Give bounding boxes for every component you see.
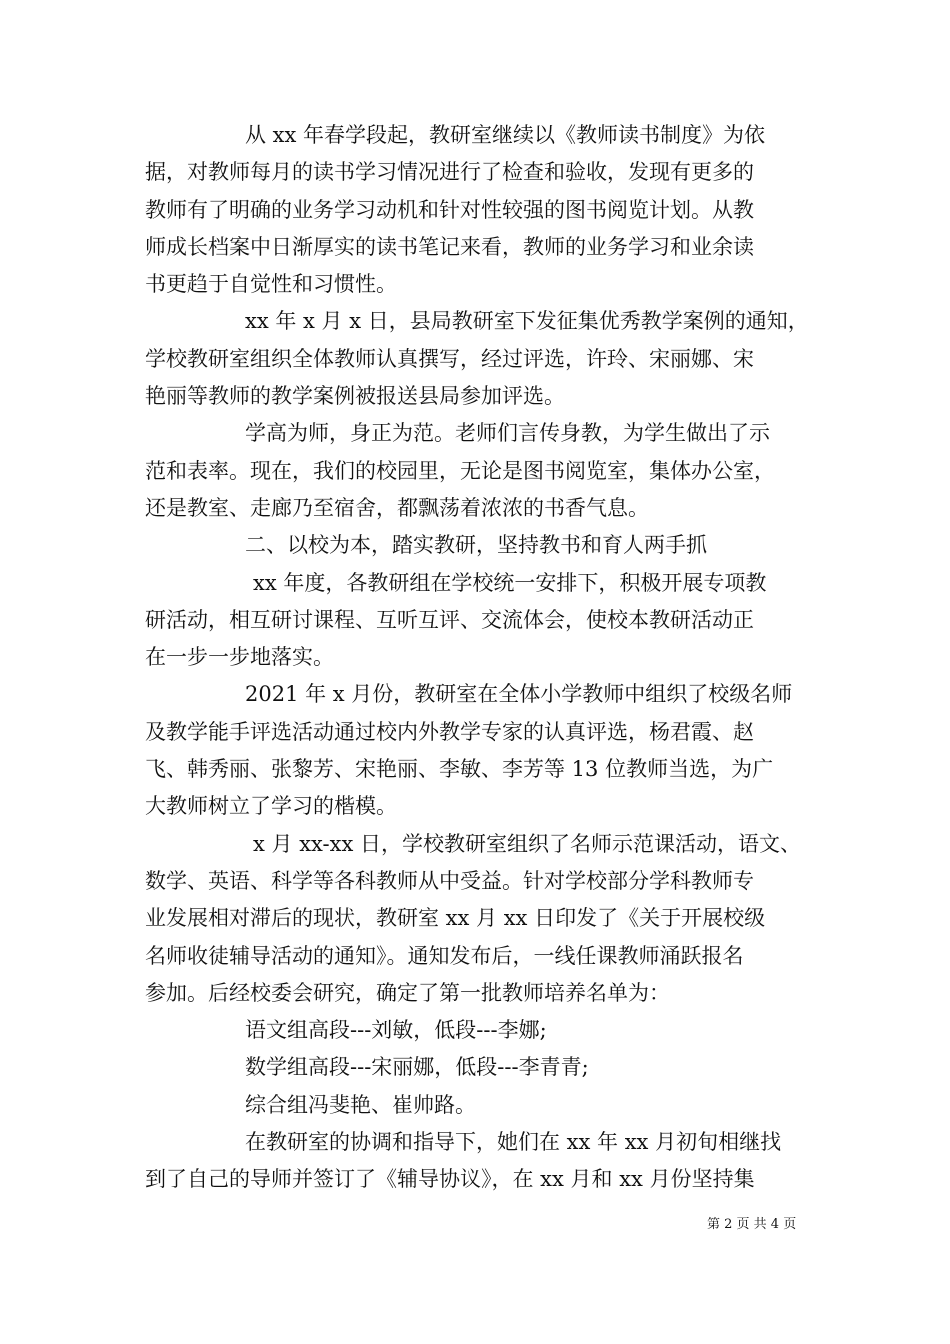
paragraph-line: 艳丽等教师的教学案例被报送县局参加评选。: [145, 384, 565, 409]
paragraph-line: 到了自己的导师并签订了《辅导协议》，在 xx 月和 xx 月份坚持集: [145, 1167, 755, 1192]
paragraph-line: 名师收徒辅导活动的通知》。通知发布后，一线任课教师涌跃报名: [145, 943, 744, 968]
page-number-footer: 第 2 页 共 4 页: [707, 1217, 797, 1232]
paragraph-line: 还是教室、走廊乃至宿舍，都飘荡着浓浓的书香气息。: [145, 495, 649, 520]
paragraph-line: 学校教研室组织全体教师认真撰写，经过评选，许玲、宋丽娜、宋: [145, 346, 754, 371]
list-item: 综合组冯斐艳、崔帅路。: [245, 1092, 476, 1117]
paragraph-line: 师成长档案中日渐厚实的读书笔记来看，教师的业务学习和业余读: [145, 234, 754, 259]
paragraph-line: 研活动，相互研讨课程、互听互评、交流体会，使校本教研活动正: [145, 607, 754, 632]
document-body: [145, 117, 810, 1199]
paragraph-line: 大教师树立了学习的楷模。: [145, 794, 397, 819]
paragraph-line: 书更趋于自觉性和习惯性。: [145, 272, 397, 297]
paragraph-line: 学高为师，身正为范。老师们言传身教，为学生做出了示: [245, 421, 770, 446]
paragraph-line: xx 年度，各教研组在学校统一安排下，积极开展专项教: [253, 570, 767, 595]
paragraph-line: 参加。后经校委会研究，确定了第一批教师培养名单为：: [145, 980, 670, 1005]
paragraph-line: 在一步一步地落实。: [145, 645, 334, 670]
paragraph-line: x 月 xx-xx 日，学校教研室组织了名师示范课活动，语文、: [253, 831, 801, 856]
list-item: 语文组高段---刘敏，低段---李娜;: [245, 1018, 547, 1043]
paragraph-line: 在教研室的协调和指导下，她们在 xx 年 xx 月初旬相继找: [245, 1130, 782, 1155]
list-item: 数学组高段---宋丽娜，低段---李青青;: [245, 1055, 589, 1080]
paragraph-line: 教师有了明确的业务学习动机和针对性较强的图书阅览计划。从教: [145, 197, 754, 222]
section-heading: 二、以校为本，踏实教研，坚持教书和育人两手抓: [245, 533, 707, 558]
paragraph-line: 范和表率。现在，我们的校园里，无论是图书阅览室，集体办公室，: [145, 458, 775, 483]
paragraph-line: 据，对教师每月的读书学习情况进行了检查和验收，发现有更多的: [145, 160, 754, 185]
paragraph-line: 及教学能手评选活动通过校内外教学专家的认真评选，杨君霞、赵: [145, 719, 754, 744]
paragraph-line: xx 年 x 月 x 日，县局教研室下发征集优秀教学案例的通知，: [245, 309, 809, 334]
paragraph-line: 飞、韩秀丽、张黎芳、宋艳丽、李敏、李芳等 13 位教师当选，为广: [145, 757, 774, 782]
paragraph-line: 2021 年 x 月份，教研室在全体小学教师中组织了校级名师: [245, 682, 793, 707]
paragraph-line: 业发展相对滞后的现状，教研室 xx 月 xx 日印发了《关于开展校级: [145, 906, 766, 931]
paragraph-line: 数学、英语、科学等各科教师从中受益。针对学校部分学科教师专: [145, 868, 754, 893]
paragraph-line: 从 xx 年春学段起，教研室继续以《教师读书制度》为依: [245, 123, 766, 147]
